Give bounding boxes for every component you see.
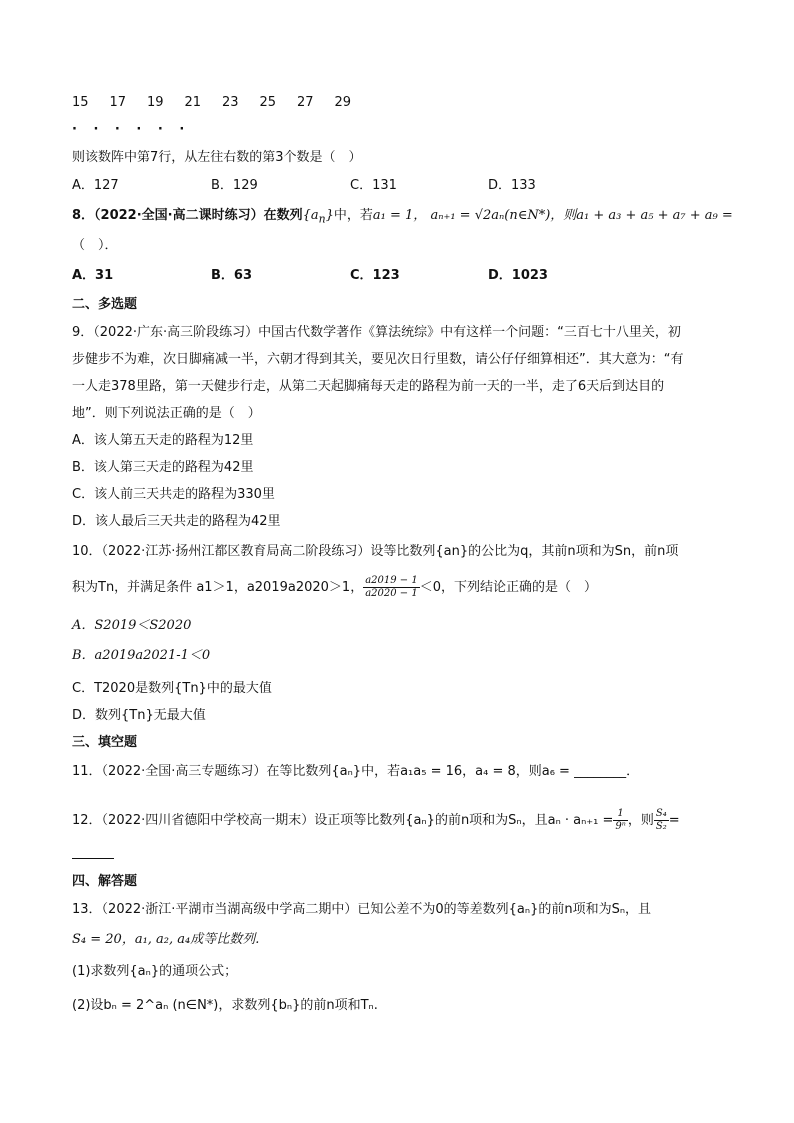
q8-option-c: C．123 xyxy=(350,268,400,283)
q10-option-c: C．T2020是数列{Tn}中的最大值 xyxy=(72,681,272,696)
q10-option-a: A．S2019＜S2020 xyxy=(72,618,192,633)
q8-stem: 8．（2022·全国·高二课时练习）在数列$\{a_n\}$中，若a₁ = 1， aₙ₊₁ = √2aₙ(n∈N*)，则a₁ + a₃ + a₅ + a₇ + a₉ = xyxy=(72,208,733,226)
q12-stem: 12．（2022·四川省德阳中学校高一期末）设正项等比数列{aₙ}的前n项和为Sₙ，且aₙ · aₙ₊₁ = $\frac{1}{\text{9ⁿ}}$ ，则 $\frac{\text{S₄}}{\text{S₂}}$ = xyxy=(72,808,680,832)
q13-part-1: (1)求数列{aₙ}的通项公式； xyxy=(72,964,238,979)
q9-line-3: 一人走378里路，第一天健步行走，从第二天起脚痛每天走的路程为前一天的一半，走了6天后到达目的 xyxy=(72,379,665,394)
q13-part-2: (2)设bₙ = 2^aₙ (n∈N*)，求数列{bₙ}的前n项和Tₙ. xyxy=(72,998,378,1013)
q7-stem: 则该数阵中第7行，从左往右数的第3个数是（ ） xyxy=(72,150,362,165)
ellipsis-row: · · · · · · xyxy=(72,122,191,137)
q7-option-c: C．131 xyxy=(350,178,397,193)
q9-line-2: 步健步不为难，次日脚痛减一半，六朝才得到其关，要见次日行里数，请公仔仔细算相还”．其大意为：“有 xyxy=(72,352,684,367)
q12-answer-blank xyxy=(72,858,114,859)
q7-option-b: B．129 xyxy=(211,178,258,193)
section-heading-problems: 四、解答题 xyxy=(72,874,138,889)
q7-option-d: D．133 xyxy=(488,178,536,193)
q9-option-b: B．该人第三天走的路程为42里 xyxy=(72,460,254,475)
array-number: 23 xyxy=(222,95,239,110)
q8-option-a: A．31 xyxy=(72,268,114,283)
array-number: 27 xyxy=(297,95,314,110)
array-number: 19 xyxy=(147,95,164,110)
q12-fraction-2: $\frac{\text{S₄}}{\text{S₂}}$ xyxy=(655,808,667,832)
q7-option-a: A．127 xyxy=(72,178,119,193)
array-number: 29 xyxy=(334,95,352,110)
array-number: 17 xyxy=(109,95,127,110)
number-array-row xyxy=(72,93,372,113)
q10-fraction: $\frac{a2019 - 1}{a2020 - 1}$ xyxy=(365,575,418,599)
q13-line-2: S₄ = 20，a₁, a₂, a₄成等比数列. xyxy=(72,932,260,947)
q11-stem: 11．（2022·全国·高三专题练习）在等比数列{aₙ}中，若a₁a₅ = 16，a₄ = 8，则a₆ = ________． xyxy=(72,764,640,779)
section-heading-multi-choice: 二、多选题 xyxy=(72,297,138,312)
q9-option-a: A．该人第五天走的路程为12里 xyxy=(72,433,254,448)
q13-line-1: 13．（2022·浙江·平湖市当湖高级中学高二期中）已知公差不为0的等差数列{aₙ}的前n项和为Sₙ，且 xyxy=(72,902,652,917)
q10-option-b: B．a2019a2021-1＜0 xyxy=(72,648,211,663)
q10-line-1: 10．（2022·江苏·扬州江都区教育局高二阶段练习）设等比数列{an}的公比为q，其前n项和为Sn，前n项 xyxy=(72,544,679,559)
q12-fraction-1: $\frac{1}{\text{9ⁿ}}$ xyxy=(615,808,626,832)
array-number: 15 xyxy=(72,95,89,110)
q9-option-c: C．该人前三天共走的路程为330里 xyxy=(72,487,275,502)
q9-option-d: D．该人最后三天共走的路程为42里 xyxy=(72,514,281,529)
q8-option-d: D．1023 xyxy=(488,268,548,283)
q10-option-d: D．数列{Tn}无最大值 xyxy=(72,708,206,723)
q10-line-2: 积为Tn，并满足条件 a1＞1，a2019a2020＞1， $\frac{a2019 - 1}{a2020 - 1}$ ＜0，下列结论正确的是（ ） xyxy=(72,575,597,599)
array-number: 21 xyxy=(184,95,202,110)
section-heading-fill-in: 三、填空题 xyxy=(72,735,138,750)
q8-option-b: B．63 xyxy=(211,268,252,283)
q9-line-4: 地”．则下列说法正确的是（ ） xyxy=(72,406,261,421)
q8-paren: （ ）． xyxy=(72,238,118,253)
q9-line-1: 9．（2022·广东·高三阶段练习）中国古代数学著作《算法统综》中有这样一个问题：“三百七十八里关，初 xyxy=(72,325,681,340)
array-number: 25 xyxy=(259,95,277,110)
